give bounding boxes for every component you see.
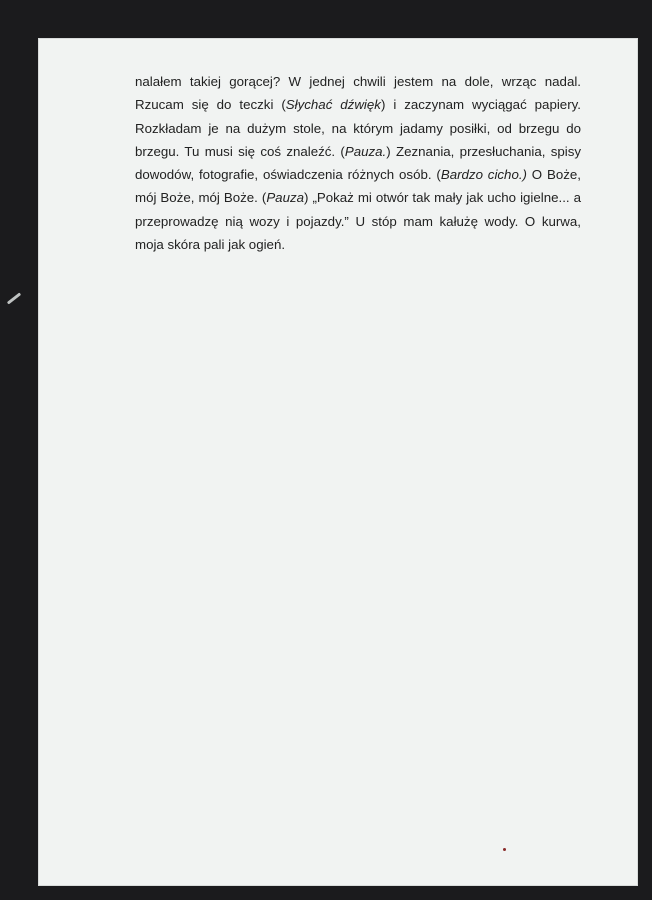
text-run: dowodów, fotografie, oświadczenia różnych osób. ( (135, 167, 441, 183)
text-line (135, 163, 581, 186)
text-run: O Boże, (526, 167, 581, 183)
text-run: mój Boże, mój Boże. ( (135, 190, 267, 206)
body-text (135, 70, 581, 256)
scan-scratch-mark (7, 292, 21, 304)
text-line (135, 140, 581, 163)
text-run: Rzucam się do teczki ( (135, 97, 286, 113)
text-run: ) i zaczynam wyciągać papiery. (380, 97, 581, 113)
text-line (135, 117, 581, 140)
text-line (135, 233, 581, 256)
text-run: przeprowadzę nią wozy i pojazdy.” U stóp mam kałużę wody. O kurwa, (135, 213, 581, 229)
text-run: ) „Pokaż mi otwór tak mały jak ucho igielne... a (304, 190, 581, 206)
text-run: nalałem takiej gorącej? W jednej chwili jestem na dole, wrząc nadal. (135, 74, 581, 89)
text-line (135, 70, 581, 93)
text-line (135, 210, 581, 233)
text-run: ) Zeznania, przesłuchania, spisy (386, 143, 581, 159)
text-run: Rozkładam je na dużym stole, na którym jadamy posiłki, od brzegu do (135, 120, 581, 136)
text-run: brzegu. Tu musi się coś znaleźć. ( (135, 143, 345, 159)
stage-direction: Bardzo cicho.) (440, 167, 527, 183)
ink-speck (503, 848, 506, 851)
stage-direction: Słychać dźwięk (285, 97, 381, 113)
text-line (135, 186, 581, 209)
text-run: moja skóra pali jak ogień. (135, 237, 286, 253)
stage-direction: Pauza. (344, 143, 387, 159)
stage-direction: Pauza (266, 190, 305, 206)
text-line (135, 93, 581, 116)
